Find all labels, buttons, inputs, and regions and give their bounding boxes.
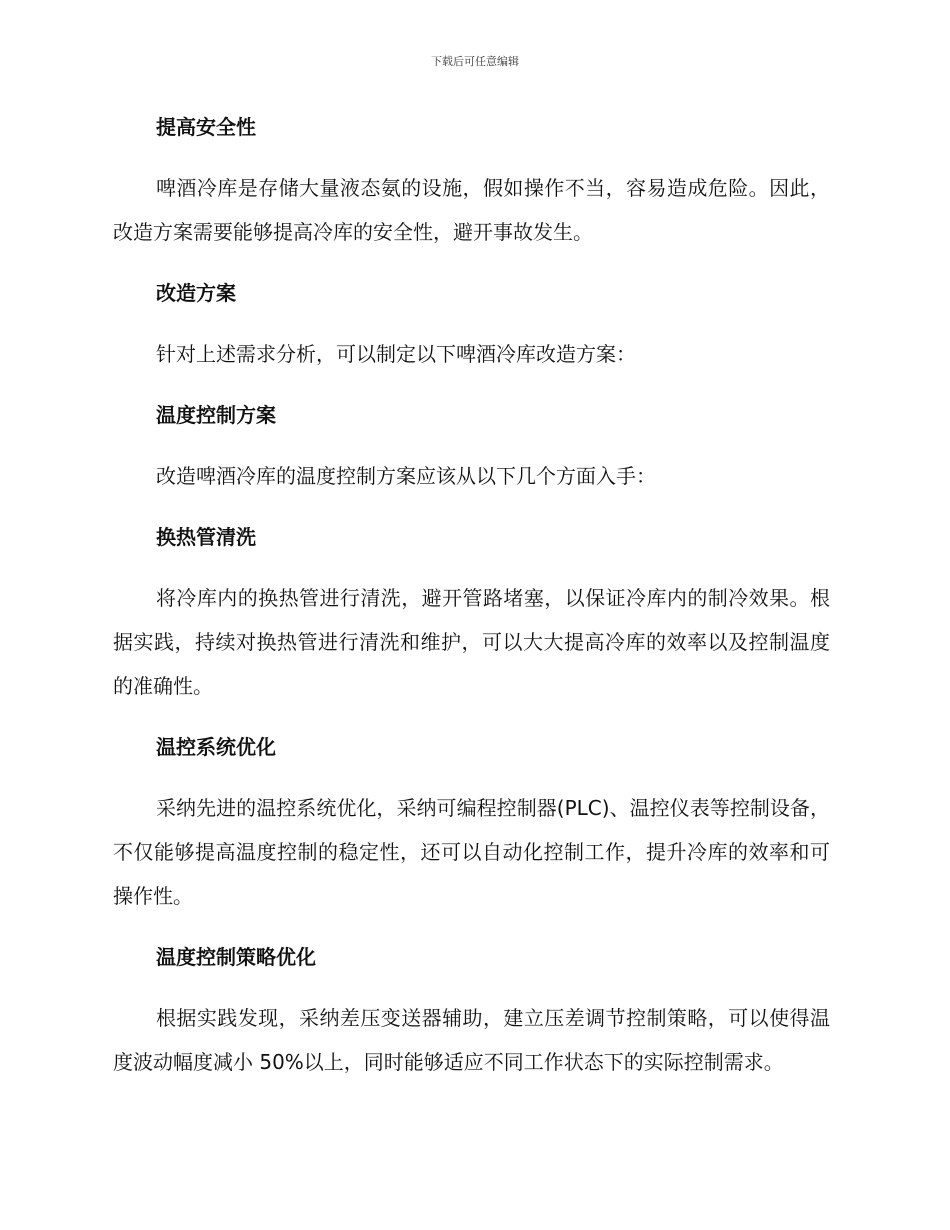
section-heading-control-system: 温控系统优化 (156, 735, 276, 759)
paragraph-control-strategy: 根据实践发现，采纳差压变送器辅助，建立压差调节控制策略，可以使得温度波动幅度减小 50%以上，同时能够适应不同工作状态下的实际控制需求。 (113, 1006, 830, 1074)
section-heading-heat-exchanger-cleaning: 换热管清洗 (156, 525, 256, 549)
page-header-note: 下载后可任意编辑 (431, 55, 519, 68)
section-heading-control-strategy: 温度控制策略优化 (156, 945, 316, 969)
section-heading-safety: 提高安全性 (156, 115, 256, 139)
section-heading-temperature-control: 温度控制方案 (156, 403, 276, 427)
document-body (113, 108, 830, 1104)
paragraph-safety: 啤酒冷库是存储大量液态氨的设施，假如操作不当，容易造成危险。因此，改造方案需要能够提高冷库的安全性，避开事故发生。 (113, 176, 830, 244)
paragraph-control-system: 采纳先进的温控系统优化，采纳可编程控制器(PLC)、温控仪表等控制设备，不仅能够提高温度控制的稳定性，还可以自动化控制工作，提升冷库的效率和可操作性。 (113, 796, 830, 908)
paragraph-heat-exchanger-cleaning: 将冷库内的换热管进行清洗，避开管路堵塞，以保证冷库内的制冷效果。根据实践，持续对换热管进行清洗和维护，可以大大提高冷库的效率以及控制温度的准确性。 (113, 586, 830, 698)
paragraph-renovation-plan: 针对上述需求分析，可以制定以下啤酒冷库改造方案： (156, 342, 636, 366)
section-heading-renovation-plan: 改造方案 (156, 281, 236, 305)
paragraph-temperature-control: 改造啤酒冷库的温度控制方案应该从以下几个方面入手： (156, 464, 656, 488)
